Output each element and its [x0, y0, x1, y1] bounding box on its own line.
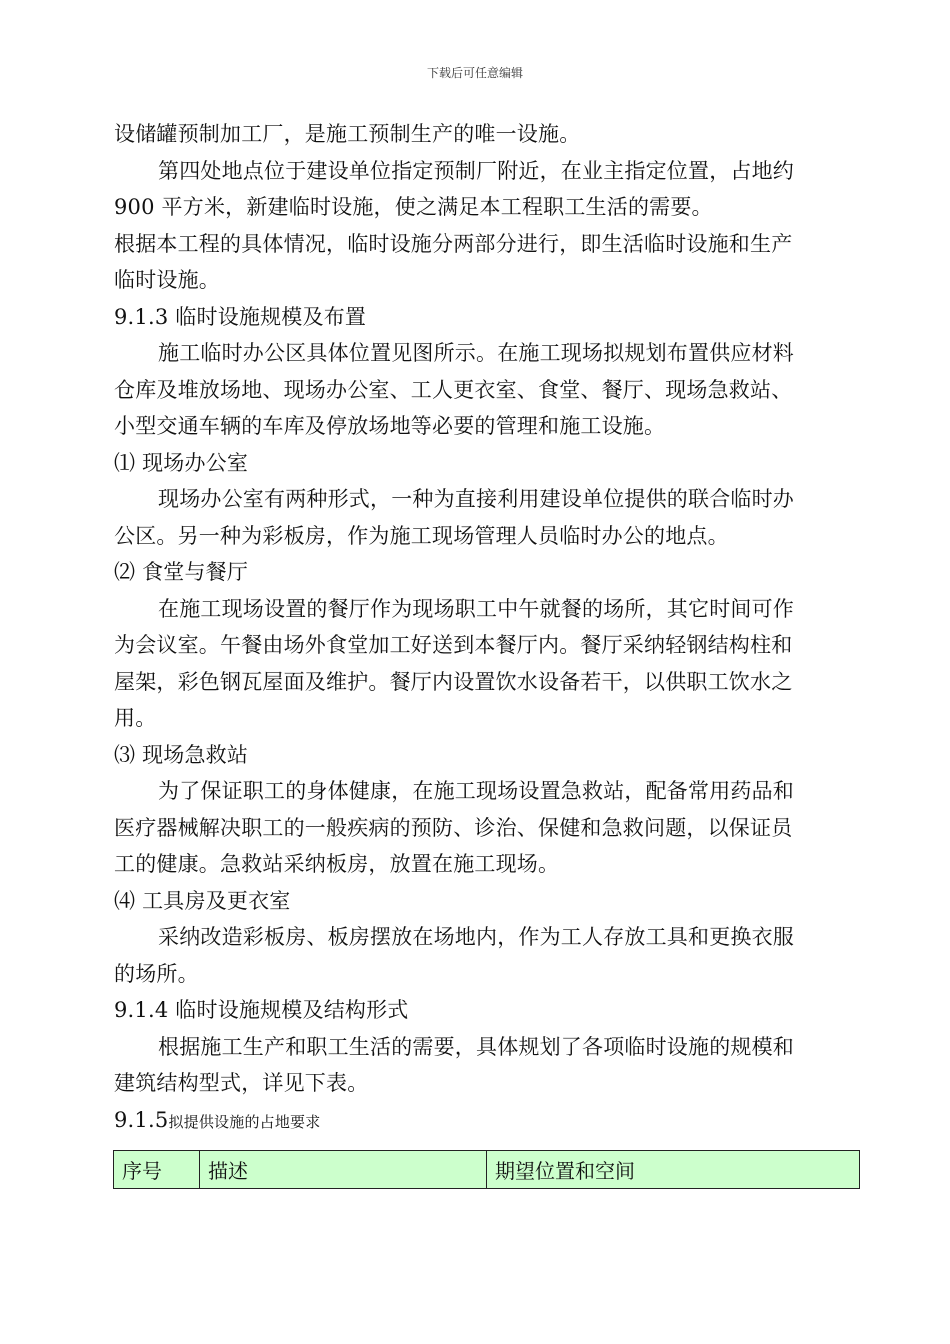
- text-line: ⑶ 现场急救站: [114, 742, 249, 767]
- text-line: 9.1.3 临时设施规模及布置: [114, 304, 367, 329]
- page-header-note: 下载后可任意编辑: [426, 66, 523, 80]
- text-line: 在施工现场设置的餐厅作为现场职工中午就餐的场所，其它时间可作: [158, 596, 794, 621]
- text-line: 屋架，彩色钢瓦屋面及维护。餐厅内设置饮水设备若干，以供职工饮水之: [114, 669, 793, 694]
- text-line: 医疗器械解决职工的一般疾病的预防、诊治、保健和急救问题，以保证员: [114, 815, 793, 840]
- text-line: 用。: [114, 706, 157, 730]
- text-line: 施工临时办公区具体位置见图所示。在施工现场拟规划布置供应材料: [158, 341, 794, 365]
- text-line: 建筑结构型式，详见下表。: [114, 1071, 369, 1095]
- text-line: 900 平方米，新建临时设施，使之满足本工程职工生活的需要。: [114, 195, 713, 219]
- document-body: [114, 116, 844, 1138]
- text-line: ⑵ 食堂与餐厅: [114, 560, 249, 584]
- text-line: 设储罐预制加工厂，是施工预制生产的唯一设施。: [114, 122, 581, 146]
- text-line: ⑷ 工具房及更衣室: [114, 888, 291, 913]
- text-line: 9.1.4 临时设施规模及结构形式: [114, 998, 409, 1022]
- table-header-row: [114, 1151, 860, 1189]
- text-line: 公区。另一种为彩板房，作为施工现场管理人员临时办公的地点。: [114, 523, 729, 548]
- requirements-table: [113, 1150, 860, 1189]
- text-line: 第四处地点位于建设单位指定预制厂附近，在业主指定位置，占地约: [158, 158, 794, 183]
- section-number: 9.1.5: [114, 1107, 169, 1132]
- section-heading-9-1-5: [114, 1102, 844, 1139]
- text-line: 根据施工生产和职工生活的需要，具体规划了各项临时设施的规模和: [158, 1034, 794, 1059]
- text-line: 工的健康。急救站采纳板房，放置在施工现场。: [114, 852, 560, 876]
- text-line: 为了保证职工的身体健康，在施工现场设置急救站，配备常用药品和: [158, 779, 794, 803]
- text-line: 仓库及堆放场地、现场办公室、工人更衣室、食堂、餐厅、现场急救站、: [114, 377, 793, 402]
- column-header-description: 描述: [200, 1151, 487, 1189]
- text-line: 为会议室。午餐由场外食堂加工好送到本餐厅内。餐厅采纳轻钢结构柱和: [114, 633, 793, 657]
- text-line: 的场所。: [114, 961, 199, 986]
- text-line: 根据本工程的具体情况，临时设施分两部分进行，即生活临时设施和生产: [114, 231, 793, 256]
- text-line: 采纳改造彩板房、板房摆放在场地内，作为工人存放工具和更换衣服: [158, 925, 794, 949]
- column-header-number: 序号: [114, 1151, 200, 1189]
- body-text: [114, 116, 844, 1102]
- text-line: ⑴ 现场办公室: [114, 450, 249, 475]
- text-line: 小型交通车辆的车库及停放场地等必要的管理和施工设施。: [114, 414, 666, 438]
- section-title: 拟提供设施的占地要求: [168, 1112, 321, 1131]
- text-line: 临时设施。: [114, 268, 220, 292]
- column-header-location-space: 期望位置和空间: [487, 1151, 860, 1189]
- text-line: 现场办公室有两种形式，一种为直接利用建设单位提供的联合临时办: [158, 487, 794, 511]
